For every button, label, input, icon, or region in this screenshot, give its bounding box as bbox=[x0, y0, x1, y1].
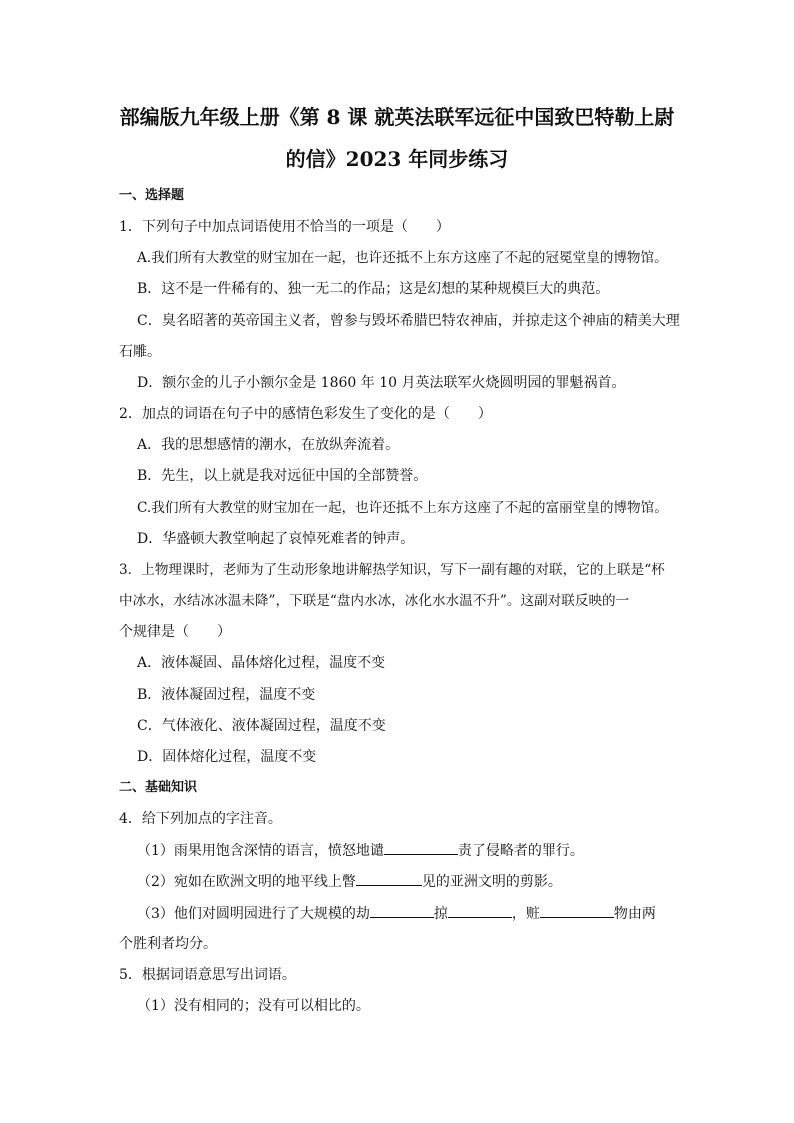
question-3-stem-line3: 个规律是（ ） bbox=[119, 624, 231, 640]
question-4-item-3-line2: 个胜利者均分。 bbox=[119, 936, 217, 952]
question-4-item-3-text-mid2: ，赃 bbox=[511, 906, 540, 922]
question-4-item-3 bbox=[137, 903, 656, 924]
question-5-stem: 5．根据词语意思写出词语。 bbox=[119, 967, 296, 983]
question-1-option-c-line2: 石雕。 bbox=[119, 344, 161, 360]
question-4-item-2-text-before: （2）宛如在欧洲文明的地平线上瞥 bbox=[137, 874, 356, 890]
question-3-stem-line2: 中冰水，水结冰冰温未降”，下联是“盘内水冰，冰化水水温不升”。这副对联反映的一 bbox=[119, 593, 630, 609]
question-1-option-a: A.我们所有大教堂的财宝加在一起，也许还抵不上东方这座了不起的冠冕堂皇的博物馆。 bbox=[137, 250, 668, 266]
question-3-option-b: B．液体凝固过程，温度不变 bbox=[137, 687, 316, 703]
answer-blank[interactable] bbox=[540, 903, 614, 918]
answer-blank[interactable] bbox=[370, 903, 434, 918]
question-3-option-a: A．液体凝固、晶体熔化过程，温度不变 bbox=[137, 655, 386, 671]
question-3-stem-line1: 3．上物理课时，老师为了生动形象地讲解热学知识，写下一副有趣的对联，它的上联是“杯 bbox=[119, 562, 665, 578]
question-4-item-1-text-after: 责了侵略者的罪行。 bbox=[457, 843, 584, 859]
section-heading-basics: 二、基础知识 bbox=[119, 780, 198, 795]
question-4-item-3-text-mid1: 掠 bbox=[433, 906, 448, 922]
answer-blank[interactable] bbox=[384, 840, 458, 855]
question-2-option-b: B．先生，以上就是我对远征中国的全部赞誉。 bbox=[137, 468, 428, 484]
question-4-item-2 bbox=[137, 871, 562, 892]
question-1-option-d: D．额尔金的儿子小额尔金是 1860 年 10 月英法联军火烧圆明园的罪魁祸首。 bbox=[137, 375, 626, 391]
document-title-line1: 部编版九年级上册《第 8 课 就英法联军远征中国致巴特勒上尉 bbox=[119, 105, 675, 129]
question-2-stem: 2．加点的词语在句子中的感情色彩发生了变化的是（ ） bbox=[119, 406, 492, 422]
question-1-option-b: B．这不是一件稀有的、独一无二的作品；这是幻想的某种规模巨大的典范。 bbox=[137, 281, 610, 297]
question-1-option-c-line1: C．臭名昭著的英帝国主义者，曾参与毁坏希腊巴特农神庙，并掠走这个神庙的精美大理 bbox=[137, 313, 680, 329]
question-2-option-c: C.我们所有大教堂的财宝加在一起，也许还抵不上东方这座了不起的富丽堂皇的博物馆。 bbox=[137, 500, 668, 516]
answer-blank[interactable] bbox=[448, 903, 512, 918]
section-heading-choice: 一、选择题 bbox=[119, 188, 185, 203]
question-4-item-2-text-after: 见的亚洲文明的剪影。 bbox=[421, 874, 562, 890]
question-4-item-3-text-before: （3）他们对圆明园进行了大规模的劫 bbox=[137, 906, 370, 922]
question-4-item-1 bbox=[137, 840, 584, 861]
question-2-option-d: D．华盛顿大教堂响起了哀悼死难者的钟声。 bbox=[137, 531, 415, 547]
question-3-option-d: D．固体熔化过程，温度不变 bbox=[137, 749, 317, 765]
question-1-stem: 1．下列句子中加点词语使用不恰当的一项是（ ） bbox=[119, 219, 450, 235]
question-3-option-c: C．气体液化、液体凝固过程，温度不变 bbox=[137, 718, 386, 734]
question-2-option-a: A．我的思想感情的潮水，在放纵奔流着。 bbox=[137, 437, 400, 453]
question-4-item-3-text-after: 物由两 bbox=[613, 906, 656, 922]
document-title-line2: 的信》2023 年同步练习 bbox=[285, 147, 509, 171]
question-4-item-1-text-before: （1）雨果用饱含深情的语言，愤怒地谴 bbox=[137, 843, 384, 859]
answer-blank[interactable] bbox=[356, 871, 422, 886]
question-5-item-1: （1）没有相同的；没有可以相比的。 bbox=[137, 998, 370, 1014]
question-4-stem: 4．给下列加点的字注音。 bbox=[119, 811, 282, 827]
